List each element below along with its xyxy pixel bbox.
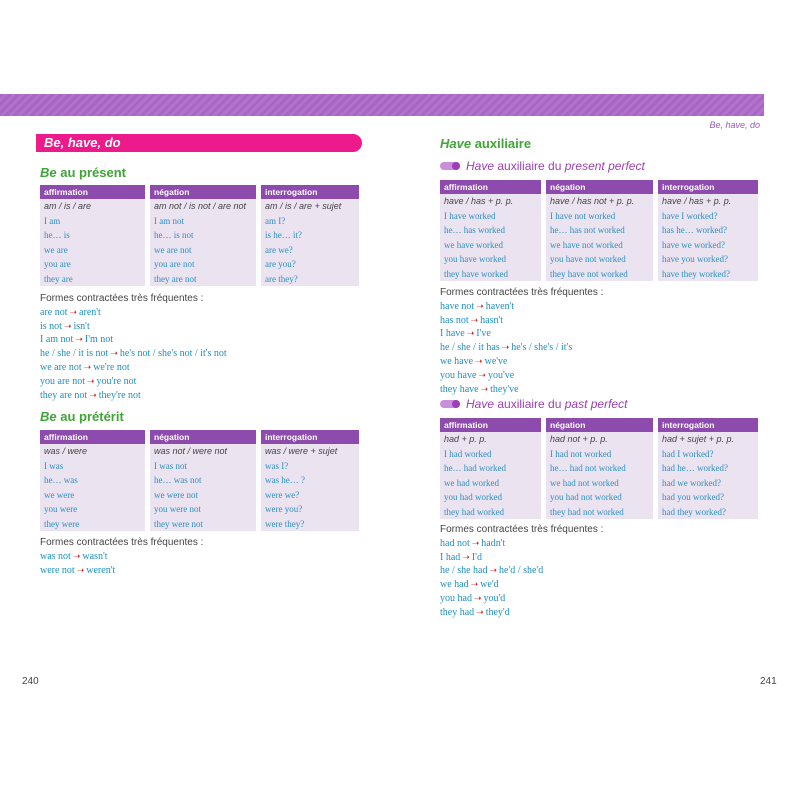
contracted-line [440, 592, 603, 606]
table-cell: we had worked [440, 476, 541, 491]
full-form: we had [440, 579, 469, 591]
full-form: are not [40, 306, 68, 318]
short-form: they're not [98, 389, 141, 401]
contracted-forms-present-perfect [440, 287, 603, 396]
contracted-line [40, 389, 227, 403]
table-cell: they are [40, 272, 145, 287]
contracted-label: Formes contractées très fréquentes : [440, 287, 604, 298]
table-cell: we are not [150, 243, 256, 258]
table-cell: we had not worked [546, 476, 653, 491]
arrow-right-icon: ➝ [75, 334, 83, 345]
heading-rest: auxiliaire [471, 136, 532, 151]
table-cell: we have worked [440, 238, 541, 253]
arrow-right-icon: ➝ [489, 565, 498, 576]
table-cell: they have worked [440, 267, 541, 282]
full-form: he / she had [440, 565, 488, 577]
table-cell: I was [40, 459, 145, 474]
table-cell: you are not [150, 257, 256, 272]
table-cell: am / is / are + sujet [261, 199, 359, 214]
table-cell: you had not worked [546, 490, 653, 505]
table-cell: had I worked? [658, 447, 758, 462]
short-form: you've [487, 369, 515, 381]
table-cell: were they? [261, 517, 359, 532]
table-cell: they were not [150, 517, 256, 532]
table-cell: have / has not + p. p. [546, 194, 653, 209]
contracted-line [40, 333, 227, 347]
arrow-right-icon: ➝ [110, 348, 118, 359]
table-cell: are you? [261, 257, 359, 272]
table-cell: they have not worked [546, 267, 653, 282]
full-form: were not [40, 564, 75, 576]
column-header: négation [546, 180, 653, 194]
table-cell: they were [40, 517, 145, 532]
table-cell: you had worked [440, 490, 541, 505]
arrow-right-icon: ➝ [471, 537, 480, 548]
short-form: I've [476, 328, 491, 340]
table-cell: we have not worked [546, 238, 653, 253]
contracted-label: Formes contractées très fréquentes : [40, 293, 204, 304]
full-form: have not [440, 300, 475, 312]
short-form: wasn't [82, 550, 108, 562]
arrow-right-icon: ➝ [76, 564, 85, 575]
table-cell: he… was not [150, 473, 256, 488]
column-header: interrogation [261, 185, 359, 199]
table-cell: have they worked? [658, 267, 758, 282]
heading-rest: au prétérit [56, 409, 124, 424]
table-cell: had he… worked? [658, 461, 758, 476]
table-cell: have we worked? [658, 238, 758, 253]
contracted-line [40, 361, 227, 375]
full-form: they have [440, 383, 479, 395]
table-cell: he… is [40, 228, 145, 243]
subheading-italic: Have [466, 159, 495, 173]
contracted-line [40, 375, 227, 389]
short-form: I'm not [84, 334, 114, 346]
full-form: I am not [40, 334, 74, 346]
table-cell: have I worked? [658, 209, 758, 224]
subheading-middle: auxiliaire du [494, 397, 565, 411]
contracted-line [440, 551, 603, 565]
contracted-line [440, 327, 603, 341]
table-cell: had they worked? [658, 505, 758, 520]
table-cell: we were [40, 488, 145, 503]
subheading-italic2: past perfect [564, 397, 628, 411]
table-cell: he… had worked [440, 461, 541, 476]
subheading-present-perfect [440, 159, 645, 173]
toggle-icon [440, 162, 460, 170]
contracted-line [440, 383, 603, 397]
arrow-right-icon: ➝ [466, 328, 475, 339]
arrow-right-icon: ➝ [475, 355, 483, 366]
table-cell: they are not [150, 272, 256, 287]
full-form: he / she / it has [440, 342, 500, 354]
table-cell: I had not worked [546, 447, 653, 462]
table-cell: he… had not worked [546, 461, 653, 476]
table-cell: were you? [261, 502, 359, 517]
subheading-italic2: present perfect [564, 159, 645, 173]
table-cell: was / were [40, 444, 145, 459]
page-number-right: 241 [760, 676, 777, 687]
short-form: they'd [485, 606, 510, 618]
contracted-line [440, 606, 603, 620]
full-form: they had [440, 606, 475, 618]
table-cell: he… has worked [440, 223, 541, 238]
contracted-label: Formes contractées très fréquentes : [440, 524, 604, 535]
table-cell: I am not [150, 214, 256, 229]
arrow-right-icon: ➝ [83, 361, 92, 372]
table-cell: was / were + sujet [261, 444, 359, 459]
subheading-middle: auxiliaire du [494, 159, 565, 173]
arrow-right-icon: ➝ [476, 300, 484, 311]
column-header: négation [150, 185, 256, 199]
table-cell: am / is / are [40, 199, 145, 214]
contracted-line [440, 564, 603, 578]
full-form: he / she / it is not [40, 348, 109, 360]
arrow-right-icon: ➝ [89, 389, 97, 400]
full-form: we have [440, 355, 474, 367]
column-header: négation [150, 430, 256, 444]
contracted-forms-be-present [40, 293, 227, 402]
heading-italic: Have [440, 136, 472, 151]
table-cell: I had worked [440, 447, 541, 462]
short-form: weren't [86, 564, 116, 576]
section-heading-be-present [40, 165, 126, 180]
subheading-past-perfect [440, 397, 627, 411]
conjugation-table-past-perfect [435, 418, 763, 519]
full-form: you had [440, 592, 472, 604]
table-cell: they had worked [440, 505, 541, 520]
short-form: he'd / she'd [499, 565, 544, 577]
short-form: aren't [79, 306, 101, 318]
full-form: you have [440, 369, 477, 381]
contracted-line [440, 300, 603, 314]
arrow-right-icon: ➝ [476, 606, 484, 617]
column-header: affirmation [440, 180, 541, 194]
contracted-line [440, 314, 603, 328]
column-header: affirmation [440, 418, 541, 432]
column-header: interrogation [261, 430, 359, 444]
contracted-line [40, 306, 227, 320]
contracted-line [440, 355, 603, 369]
contracted-line [440, 369, 603, 383]
contracted-forms-past-perfect [440, 524, 603, 620]
arrow-right-icon: ➝ [87, 375, 95, 386]
table-cell: have / has + p. p. [440, 194, 541, 209]
column-header: interrogation [658, 418, 758, 432]
table-cell: he… was [40, 473, 145, 488]
table-cell: I was not [150, 459, 256, 474]
full-form: you are not [40, 375, 85, 387]
table-cell: are we? [261, 243, 359, 258]
contracted-line [440, 537, 603, 551]
page-number-left: 240 [22, 676, 39, 687]
full-form: I have [440, 328, 465, 340]
table-cell: you are [40, 257, 145, 272]
short-form: I'd [471, 551, 482, 563]
table-cell: we are [40, 243, 145, 258]
full-form: has not [440, 314, 469, 326]
column-header: affirmation [40, 185, 145, 199]
contracted-line [440, 578, 603, 592]
short-form: he's not / she's not / it's not [119, 348, 227, 360]
conjugation-table-present-perfect [435, 180, 763, 281]
table-cell: you have worked [440, 252, 541, 267]
short-form: we'd [480, 579, 499, 591]
arrow-right-icon: ➝ [470, 314, 479, 325]
arrow-right-icon: ➝ [72, 550, 81, 561]
chapter-title: Be, have, do [36, 134, 362, 152]
full-form: I had [440, 551, 461, 563]
heading-italic: Be [40, 165, 57, 180]
arrow-right-icon: ➝ [69, 306, 78, 317]
heading-italic: Be [40, 409, 57, 424]
full-form: we are not [40, 361, 82, 373]
table-cell: you have not worked [546, 252, 653, 267]
contracted-forms-be-preterit [40, 537, 203, 577]
contracted-line [40, 564, 203, 578]
table-cell: he… has not worked [546, 223, 653, 238]
contracted-line [440, 341, 603, 355]
table-cell: was he… ? [261, 473, 359, 488]
short-form: haven't [485, 300, 515, 312]
table-cell: were we? [261, 488, 359, 503]
arrow-right-icon: ➝ [501, 342, 510, 353]
contracted-line [40, 347, 227, 361]
table-cell: are they? [261, 272, 359, 287]
conjugation-table-be-present [35, 185, 364, 286]
table-cell: was I? [261, 459, 359, 474]
table-cell: had not + p. p. [546, 432, 653, 447]
table-cell: you were [40, 502, 145, 517]
table-cell: you were not [150, 502, 256, 517]
arrow-right-icon: ➝ [473, 592, 482, 603]
contracted-line [40, 320, 227, 334]
table-cell: am not / is not / are not [150, 199, 256, 214]
conjugation-table-be-preterit [35, 430, 364, 531]
short-form: they've [490, 383, 519, 395]
section-heading-be-preterit [40, 409, 124, 424]
short-form: hasn't [480, 314, 504, 326]
toggle-icon [440, 400, 460, 408]
table-cell: had you worked? [658, 490, 758, 505]
full-form: they are not [40, 389, 88, 401]
top-color-band [0, 94, 764, 116]
short-form: you're not [96, 375, 137, 387]
column-header: affirmation [40, 430, 145, 444]
short-form: we're not [93, 361, 130, 373]
heading-rest: au présent [56, 165, 126, 180]
full-form: was not [40, 550, 71, 562]
full-form: is not [40, 320, 62, 332]
arrow-right-icon: ➝ [480, 383, 489, 394]
table-cell: have you worked? [658, 252, 758, 267]
table-cell: have / has + p. p. [658, 194, 758, 209]
contracted-label: Formes contractées très fréquentes : [40, 537, 204, 548]
contracted-line [40, 550, 203, 564]
table-cell: I have worked [440, 209, 541, 224]
arrow-right-icon: ➝ [462, 551, 470, 562]
full-form: had not [440, 537, 470, 549]
table-cell: had + sujet + p. p. [658, 432, 758, 447]
short-form: we've [484, 355, 508, 367]
table-cell: I am [40, 214, 145, 229]
arrow-right-icon: ➝ [470, 579, 479, 590]
table-cell: we were not [150, 488, 256, 503]
table-cell: I have not worked [546, 209, 653, 224]
table-cell: am I? [261, 214, 359, 229]
column-header: interrogation [658, 180, 758, 194]
subheading-italic: Have [466, 397, 495, 411]
running-head: Be, have, do [709, 120, 760, 130]
short-form: he's / she's / it's [511, 342, 573, 354]
short-form: hadn't [481, 537, 506, 549]
table-cell: has he… worked? [658, 223, 758, 238]
table-cell: had + p. p. [440, 432, 541, 447]
short-form: isn't [73, 320, 90, 332]
column-header: négation [546, 418, 653, 432]
table-cell: they had not worked [546, 505, 653, 520]
section-heading-have-auxiliaire [440, 136, 531, 151]
arrow-right-icon: ➝ [63, 320, 72, 331]
table-cell: is he… it? [261, 228, 359, 243]
table-cell: he… is not [150, 228, 256, 243]
short-form: you'd [483, 592, 506, 604]
table-cell: had we worked? [658, 476, 758, 491]
table-cell: was not / were not [150, 444, 256, 459]
arrow-right-icon: ➝ [478, 369, 486, 380]
